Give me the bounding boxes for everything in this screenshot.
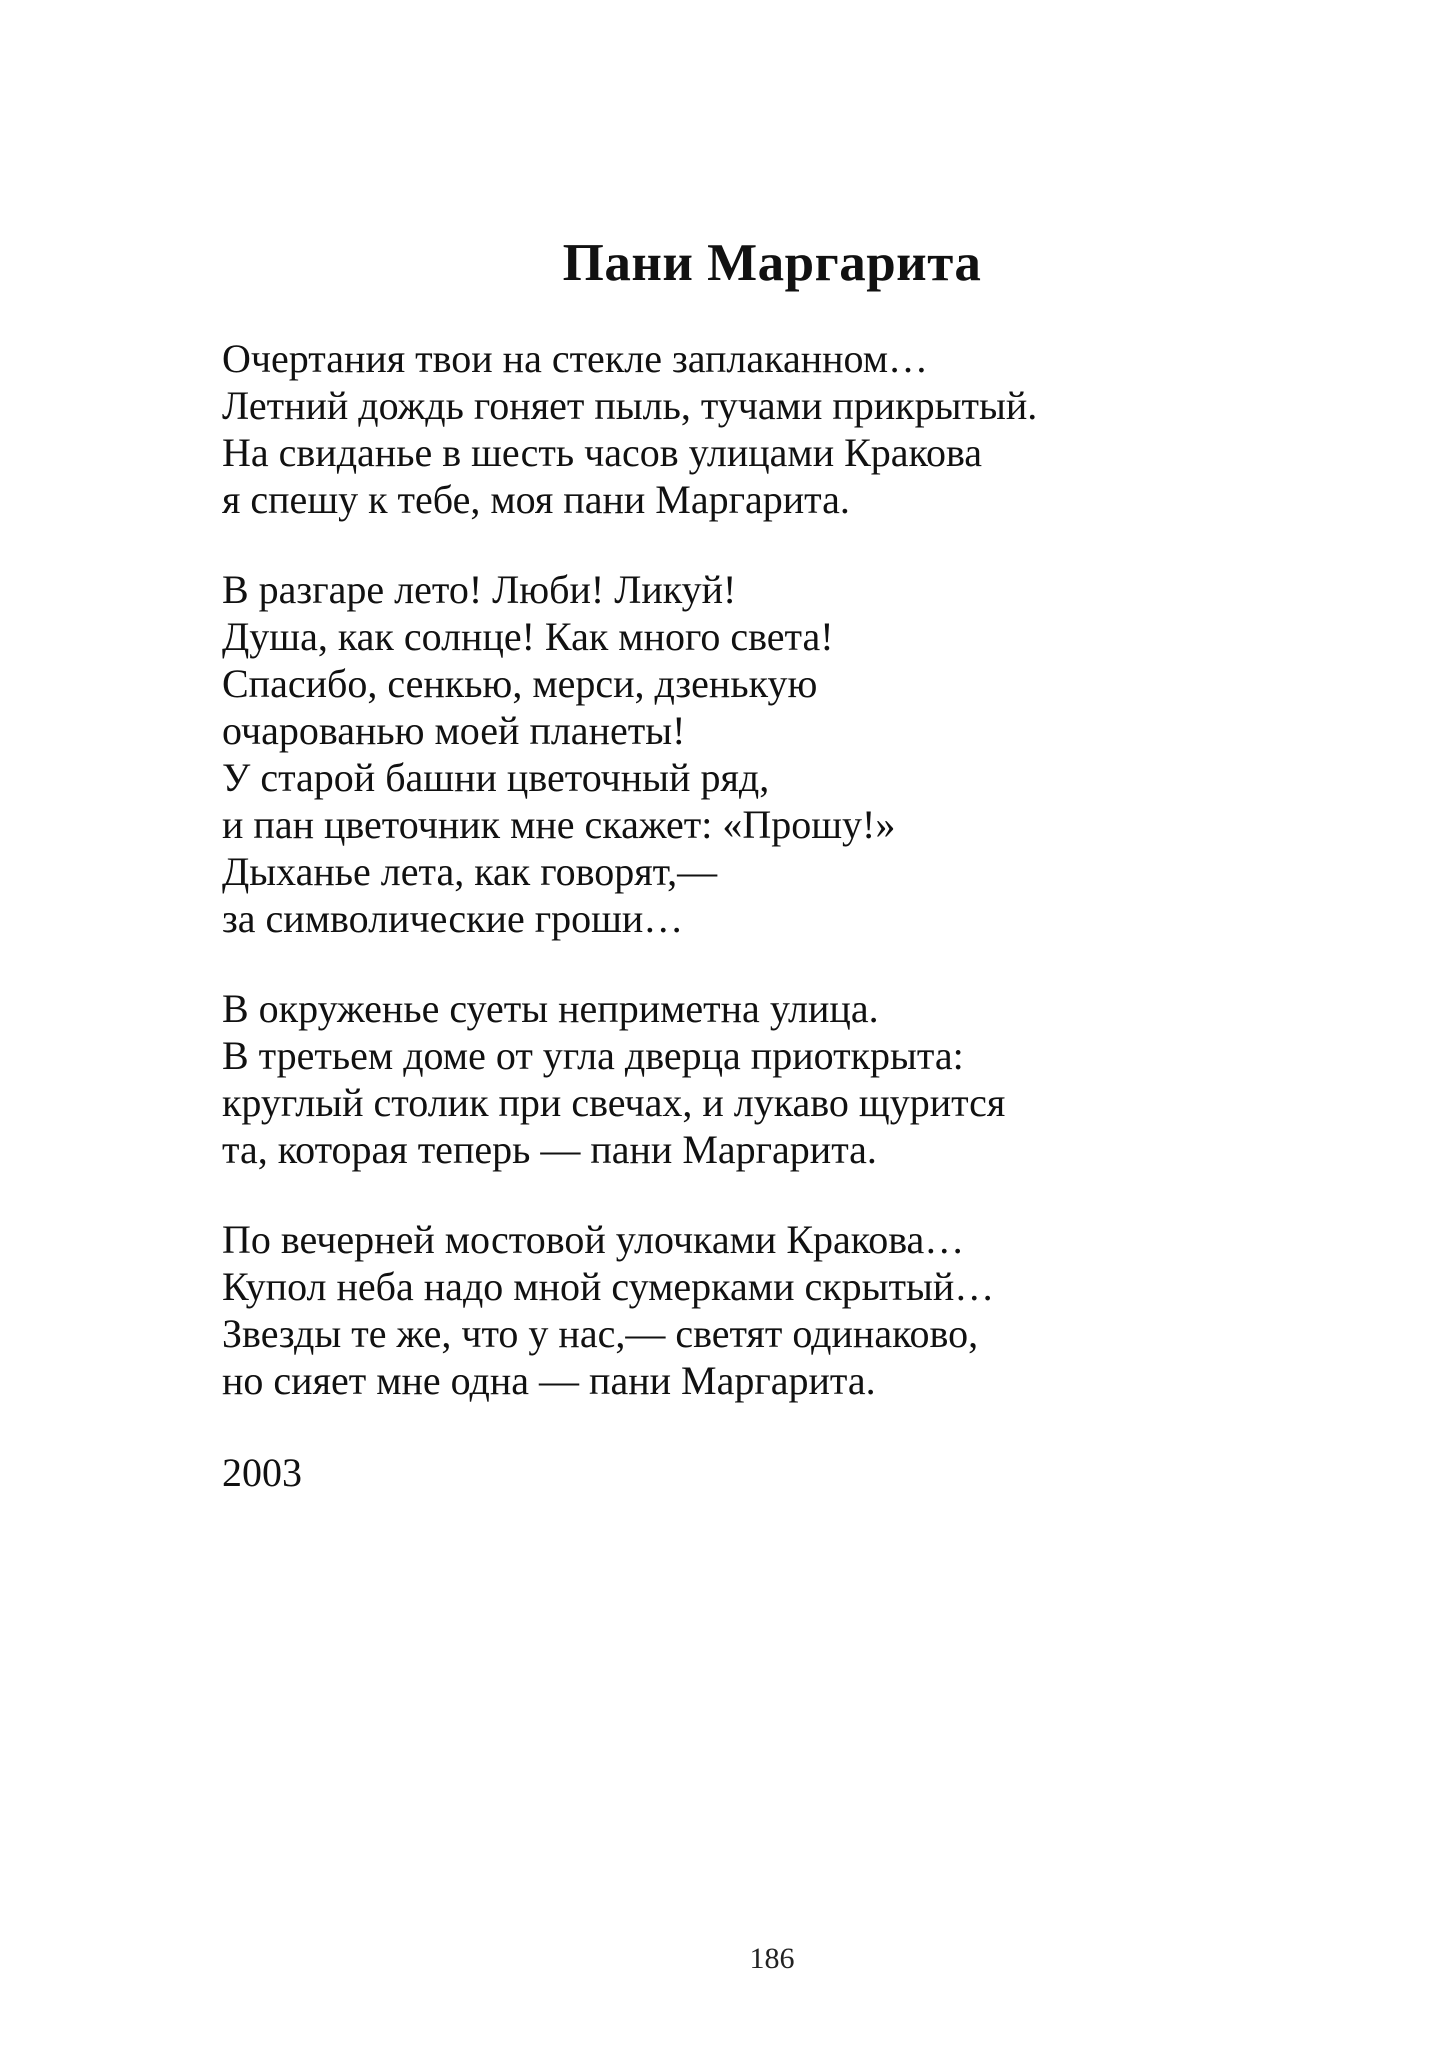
poem-line: Очертания твои на стекле заплаканном… — [222, 336, 929, 381]
poem-line: и пан цветочник мне скажет: «Прошу!» — [222, 802, 896, 847]
stanza-4 — [222, 1216, 1322, 1404]
poem-line: На свиданье в шесть часов улицами Кракова — [222, 430, 983, 475]
poem-line: Дыханье лета, как говорят,— — [222, 849, 718, 894]
stanza-3 — [222, 985, 1322, 1173]
poem-line: круглый столик при свечах, и лукаво щурится — [222, 1080, 1006, 1125]
page-number: 186 — [749, 1942, 795, 1975]
poem-line: В окруженье суеты неприметна улица. — [222, 986, 879, 1031]
stanza-1 — [222, 335, 1322, 523]
poem-line: У старой башни цветочный ряд, — [222, 755, 770, 800]
poem-year: 2003 — [222, 1450, 302, 1495]
poem-line: я спешу к тебе, моя пани Маргарита. — [222, 477, 850, 522]
poem-line: Купол неба надо мной сумерками скрытый… — [222, 1264, 995, 1309]
poem-line: По вечерней мостовой улочками Кракова… — [222, 1217, 965, 1262]
poem-content — [222, 232, 1322, 1496]
stanza-2 — [222, 566, 1322, 942]
poem-line: Летний дождь гоняет пыль, тучами прикрытый. — [222, 383, 1038, 428]
poem-line: Душа, как солнце! Как много света! — [222, 614, 834, 659]
poem-line: В третьем доме от угла дверца приоткрыта: — [222, 1033, 964, 1078]
poem-line: Спасибо, сенкью, мерси, дзенькую — [222, 661, 818, 706]
poem-line: за символические гроши… — [222, 896, 684, 941]
poem-title: Пани Маргарита — [562, 234, 982, 292]
poem-line: очарованью моей планеты! — [222, 708, 686, 753]
poem-line: та, которая теперь — пани Маргарита. — [222, 1127, 877, 1172]
poem-line: Звезды те же, что у нас,— светят одинаково, — [222, 1311, 979, 1356]
poem-line: В разгаре лето! Люби! Ликуй! — [222, 567, 737, 612]
poem-line: но сияет мне одна — пани Маргарита. — [222, 1358, 876, 1403]
